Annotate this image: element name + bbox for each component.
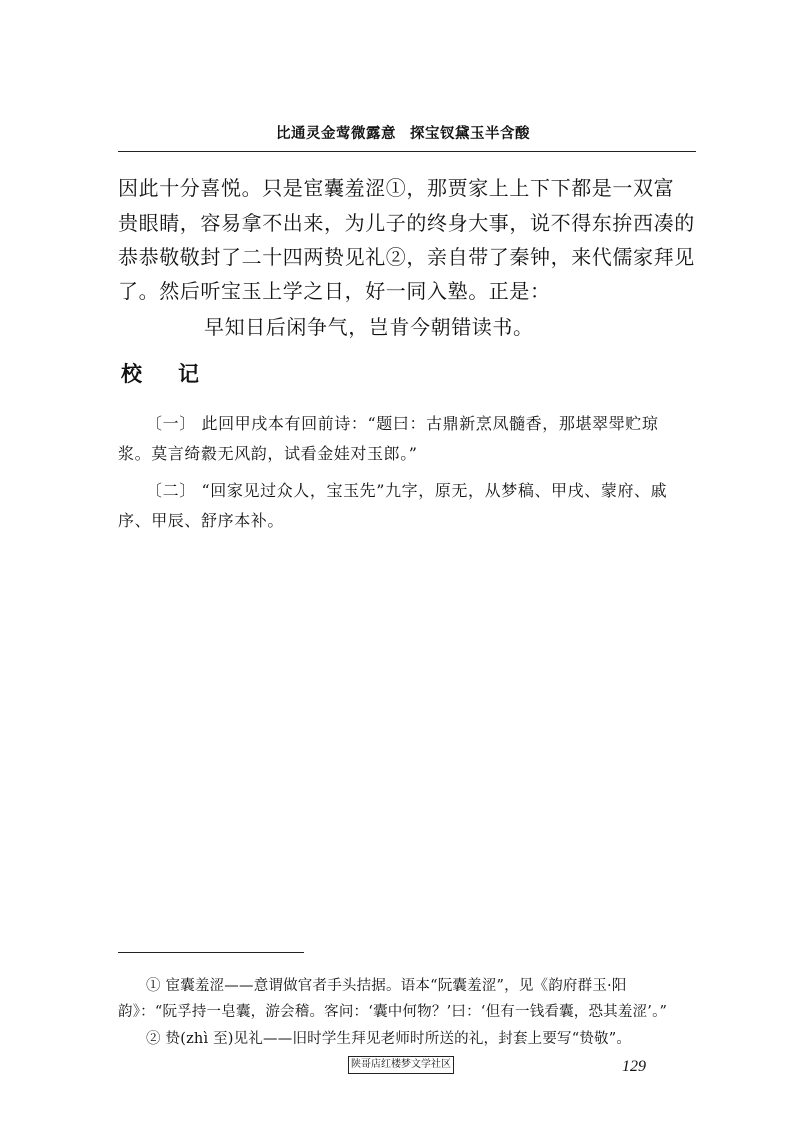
section-title-char-1: 校 — [121, 361, 142, 386]
body-text-line-2: 贵眼睛，容易拿不出来，为儿子的终身大事，说不得东拚西凑的 — [118, 211, 695, 235]
collation-note-2-line-2: 序、甲辰、舒序本补。 — [118, 511, 285, 530]
footnote-1-line-1: ① 宦囊羞涩——意谓做官者手头拮据。语本“阮囊羞涩”，见《韵府群玉·阳 — [146, 978, 627, 994]
page-number: 129 — [622, 1058, 646, 1075]
running-header-right: 探宝钗黛玉半含酸 — [410, 125, 530, 142]
footnote-2-line-1: ② 贽(zhì 至)见礼——旧时学生拜见老师时所送的礼，封套上要写“贽敬”。 — [146, 1031, 632, 1047]
body-text-line-1: 因此十分喜悦。只是宦囊羞涩①，那贾家上上下下都是一双富 — [118, 176, 675, 200]
running-header — [276, 122, 676, 144]
body-text-line-4: 了。然后听宝玉上学之日，好一同入塾。正是： — [118, 279, 551, 303]
poem-line: 早知日后闲争气，岂肯今朝错读书。 — [204, 315, 534, 339]
section-title-char-2: 记 — [178, 361, 199, 386]
collation-note-1-line-2: 浆。莫言绮縠无风韵，试看金娃对玉郎。” — [118, 444, 418, 463]
watermark-stamp: 陕哥店红楼梦文学社区 — [348, 1056, 454, 1074]
body-text-line-3: 恭恭敬敬封了二十四两贽见礼②，亲自带了秦钟，来代儒家拜见 — [118, 245, 695, 269]
running-header-left: 比通灵金莺微露意 — [276, 125, 396, 142]
section-title — [121, 358, 199, 388]
footnote-rule — [118, 952, 304, 953]
collation-note-2-line-1: 〔二〕 “回家见过众人，宝玉先”九字，原无，从梦稿、甲戌、蒙府、戚 — [146, 481, 668, 500]
header-rule — [118, 151, 696, 152]
footnote-1-line-2: 韵》：“阮孚持一皂囊，游会稽。客问：‘囊中何物？’曰：‘但有一钱看囊，恐其羞涩’。” — [118, 1004, 668, 1020]
collation-note-1-line-1: 〔一〕 此回甲戌本有回前诗：“题曰：古鼎新烹凤髓香，那堪翠斝贮琼 — [146, 414, 659, 433]
